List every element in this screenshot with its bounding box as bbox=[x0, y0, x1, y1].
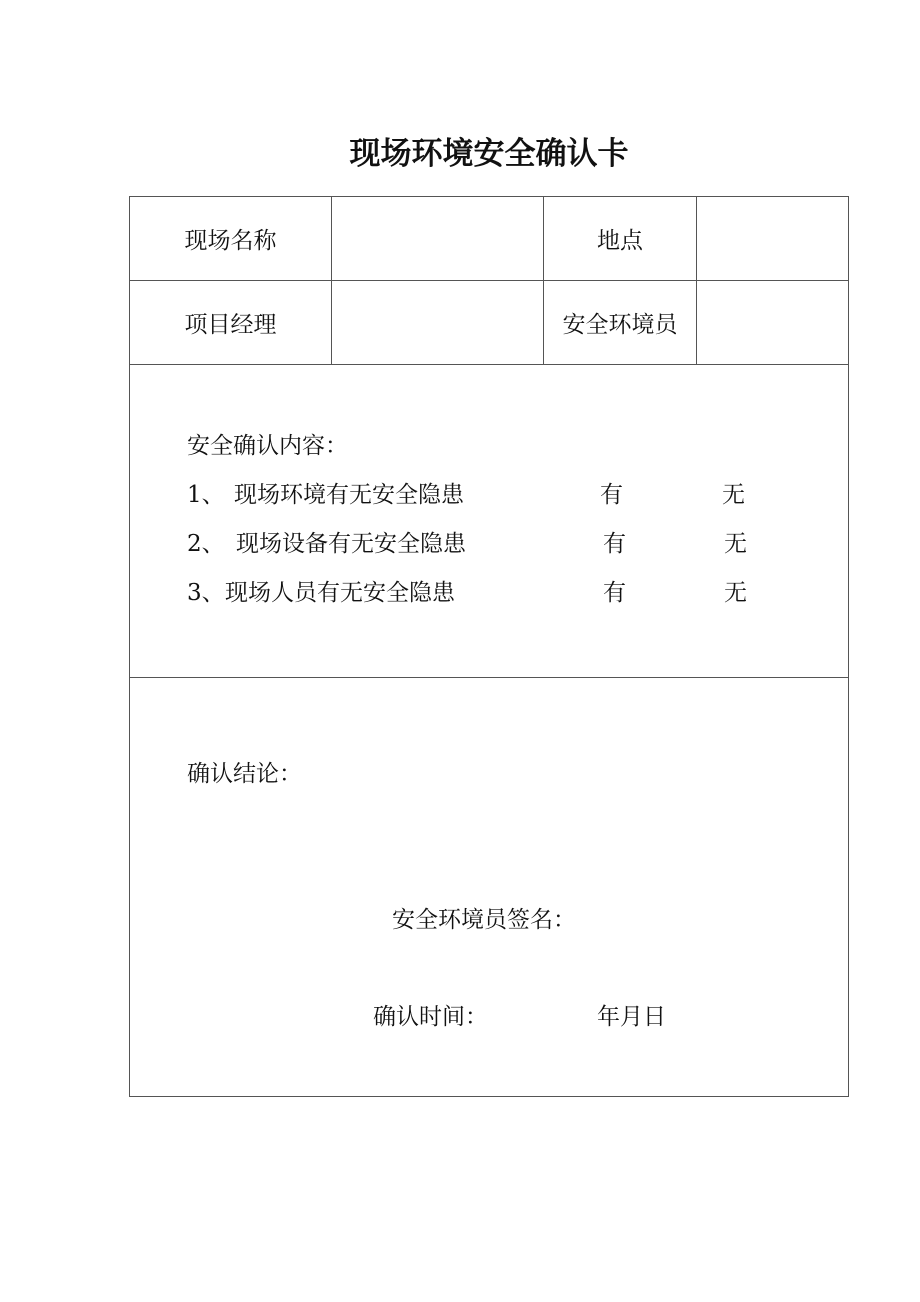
confirm-time-label: 确认时间： bbox=[373, 1004, 488, 1030]
row-divider bbox=[130, 364, 849, 365]
option-no[interactable]: 无 bbox=[724, 531, 747, 557]
section-divider bbox=[130, 677, 849, 678]
option-yes[interactable]: 有 bbox=[603, 580, 626, 606]
project-manager-label: 项目经理 bbox=[184, 312, 277, 338]
item-text: 现场设备有无安全隐患 bbox=[236, 531, 466, 557]
signature-label: 安全环境员签名： bbox=[392, 907, 576, 933]
option-yes[interactable]: 有 bbox=[600, 482, 623, 508]
conclusion-heading: 确认结论： bbox=[187, 761, 302, 787]
site-name-field[interactable] bbox=[332, 197, 543, 280]
site-name-label: 现场名称 bbox=[184, 228, 277, 254]
safety-officer-label: 安全环境员 bbox=[562, 312, 678, 338]
item-number: 2、 bbox=[187, 531, 225, 557]
safety-officer-field[interactable] bbox=[697, 281, 849, 364]
item-number: 1、 bbox=[187, 482, 225, 508]
option-no[interactable]: 无 bbox=[722, 482, 745, 508]
item-text: 现场环境有无安全隐患 bbox=[234, 482, 464, 508]
item-number: 3、 bbox=[187, 580, 225, 606]
project-manager-field[interactable] bbox=[332, 281, 543, 364]
form-table bbox=[129, 196, 849, 1097]
option-yes[interactable]: 有 bbox=[603, 531, 626, 557]
item-text: 现场人员有无安全隐患 bbox=[225, 580, 455, 606]
location-label: 地点 bbox=[597, 228, 643, 254]
location-field[interactable] bbox=[697, 197, 849, 280]
option-no[interactable]: 无 bbox=[724, 580, 747, 606]
page-title: 现场环境安全确认卡 bbox=[349, 136, 629, 172]
confirmation-heading: 安全确认内容： bbox=[187, 433, 348, 459]
date-placeholder: 年月日 bbox=[597, 1004, 666, 1030]
